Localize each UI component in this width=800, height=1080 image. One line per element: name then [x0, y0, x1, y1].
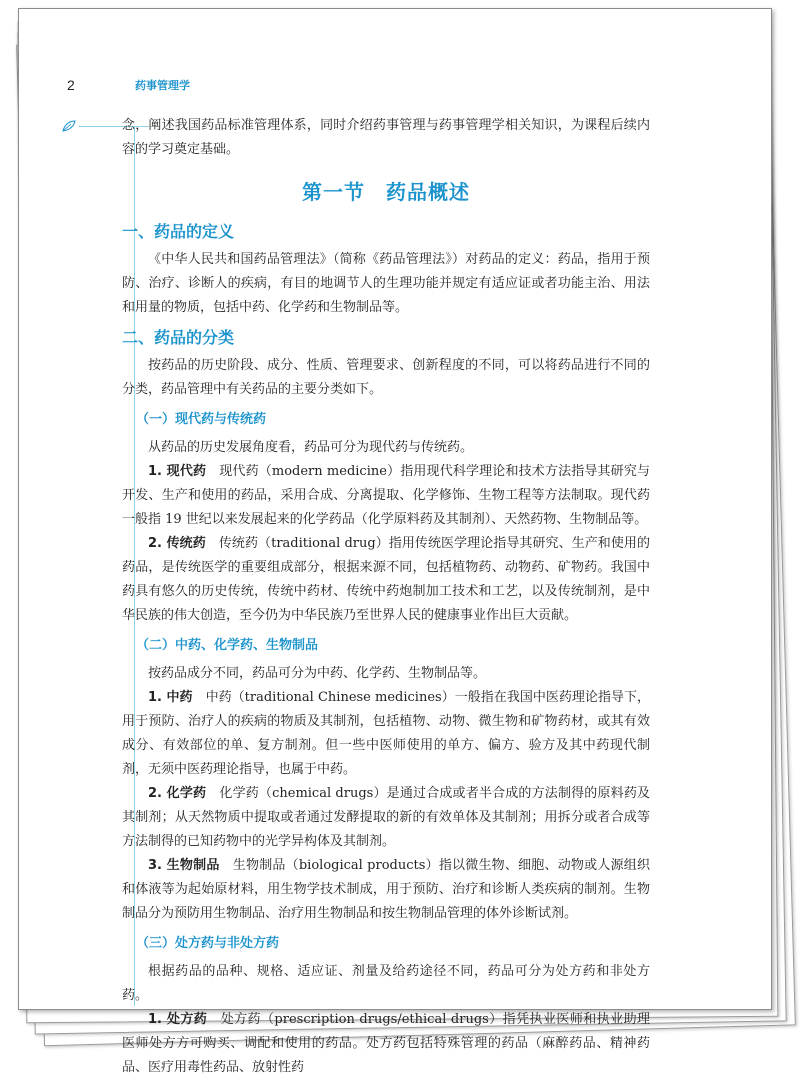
term-text: 处方药（prescription drugs/ethical drugs）指凭执业医师和执业助理医师处方方可购买、调配和使用的药品。处方药包括特殊管理的药品（麻醉药品、精神药品、医疗用毒性药品、放射性药 [122, 1012, 650, 1075]
leaf-ornament-icon [61, 119, 77, 133]
classification-paragraph: 按药品的历史阶段、成分、性质、管理要求、创新程度的不同，可以将药品进行不同的分类，药品管理中有关药品的主要分类如下。 [122, 358, 650, 397]
heading-classification: 二、药品的分类 [122, 328, 235, 347]
term-text: 化学药（chemical drugs）是通过合成或者半合成的方法制得的原料药及其制剂；从天然物质中提取或者通过发酵提取的新的有效单体及其制剂；用拆分或者合成等方法制得的已知药物中的光学异构体及其制剂。 [122, 786, 650, 849]
term-text: 现代药（modern medicine）指用现代科学理论和技术方法指导其研究与开发、生产和使用的药品，采用合成、分离提取、化学修饰、生物工程等方法制取。现代药一般指 19 世纪以来发展起来的化学药品（化学原料药及其制剂）、天然药物、生物制品等。 [122, 464, 650, 527]
paragraph [122, 686, 650, 782]
paragraph: 从药品的历史发展角度看，药品可分为现代药与传统药。 [148, 440, 474, 455]
paragraph [122, 782, 650, 854]
page-body [122, 114, 650, 1080]
subheading-modern-traditional: （一）现代药与传统药 [136, 412, 267, 427]
term-text: 生物制品（biological products）指以微生物、细胞、动物或人源组织和体液等为起始原材料，用生物学技术制成，用于预防、治疗和诊断人类疾病的制剂。生物制品分为预防用生物制品、治疗用生物制品和按生物制品管理的体外诊断试剂。 [122, 858, 650, 921]
paragraph: 根据药品的品种、规格、适应证、剂量及给药途径不同，药品可分为处方药和非处方药。 [122, 964, 650, 1003]
paragraph [122, 532, 650, 628]
term-label: 3. 生物制品 [148, 858, 220, 873]
term-label: 1. 中药 [148, 690, 193, 705]
subheading-tcm-chemical-biological: （二）中药、化学药、生物制品 [136, 638, 319, 653]
term-label: 1. 现代药 [148, 464, 207, 479]
intro-paragraph: 念，阐述我国药品标准管理体系，同时介绍药事管理与药事管理学相关知识，为课程后续内容的学习奠定基础。 [122, 118, 650, 157]
term-text: 中药（traditional Chinese medicines）一般指在我国中医药理论指导下，用于预防、治疗人的疾病的物质及其制剂，包括植物、动物、微生物和矿物药材，或其有效成分、有效部位的单、复方制剂。但一些中医师使用的单方、偏方、验方及其中药现代制剂，无须中医药理论指导，也属于中药。 [122, 690, 650, 777]
definition-paragraph: 《中华人民共和国药品管理法》（简称《药品管理法》）对药品的定义：药品，指用于预防、治疗、诊断人的疾病，有目的地调节人的生理功能并规定有适应证或者功能主治、用法和用量的物质，包括中药、化学药和生物制品等。 [122, 252, 650, 315]
page-number: 2 [67, 77, 75, 93]
paragraph: 按药品成分不同，药品可分为中药、化学药、生物制品等。 [148, 666, 487, 681]
running-head: 药事管理学 [135, 79, 190, 92]
term-label: 2. 化学药 [148, 786, 207, 801]
section-title: 第一节 药品概述 [302, 180, 470, 204]
heading-definition: 一、药品的定义 [122, 222, 235, 241]
term-label: 1. 处方药 [148, 1012, 208, 1027]
term-label: 2. 传统药 [148, 536, 206, 551]
paragraph [122, 1008, 650, 1080]
subheading-prescription-otc: （三）处方药与非处方药 [136, 936, 280, 951]
paragraph [122, 854, 650, 926]
term-text: 传统药（traditional drug）指用传统医学理论指导其研究、生产和使用的药品，是传统医学的重要组成部分，根据来源不同，包括植物药、动物药、矿物药。我国中药具有悠久的历史传统，传统中药材、传统中药炮制加工技术和工艺，以及传统制剂，是中华民族的伟大创造，至今仍为中华民族乃至世界人民的健康事业作出巨大贡献。 [122, 536, 650, 623]
paragraph [122, 460, 650, 532]
